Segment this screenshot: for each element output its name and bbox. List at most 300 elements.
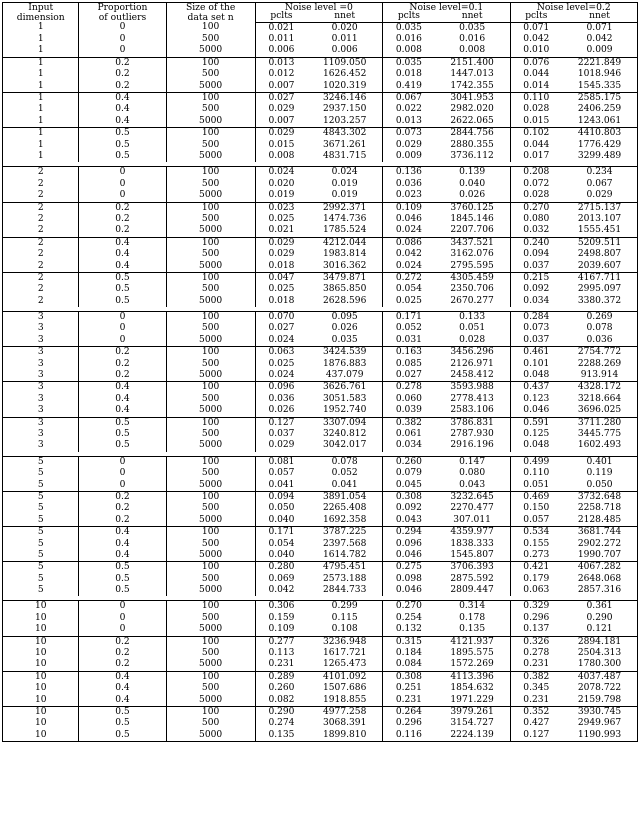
table-cell: 0.534: [510, 527, 562, 539]
header-proportion-line2: of outliers: [98, 11, 147, 23]
table-cell: 0.042: [523, 34, 550, 45]
table-cell: 5000: [166, 370, 255, 382]
table-cell: 0: [79, 601, 166, 613]
table-cell: 0.147: [435, 456, 510, 468]
table-row: [3, 636, 638, 648]
table-cell: 0.419: [395, 80, 422, 91]
table-cell: 0.051: [523, 479, 550, 490]
table-cell: 3041.953: [435, 92, 510, 104]
table-cell: 0.035: [395, 22, 422, 33]
table-cell: 4121.937: [435, 636, 510, 648]
table-cell: 5000: [166, 296, 255, 307]
table-cell: 1895.575: [435, 648, 510, 659]
table-cell: 4167.711: [562, 272, 637, 284]
table-cell: 0.382: [510, 671, 562, 683]
table-row: [3, 468, 638, 479]
table-cell: 100: [166, 128, 255, 140]
table-cell: 1990.707: [577, 549, 622, 560]
table-cell: 2: [3, 296, 79, 307]
table-cell: 5: [3, 479, 79, 491]
table-row: [3, 225, 638, 237]
table-row: [3, 613, 638, 624]
table-cell: 1: [3, 128, 79, 140]
table-row: [3, 151, 638, 162]
table-row: [3, 260, 638, 272]
table-cell: 2795.595: [435, 260, 510, 272]
table-cell: 4101.092: [307, 671, 382, 683]
table-cell: 3437.521: [435, 237, 510, 249]
table-cell: 0.264: [383, 706, 435, 718]
table-cell: 1: [3, 140, 79, 151]
table-cell: 0: [79, 312, 166, 324]
table-cell: 0.040: [268, 514, 295, 525]
table-cell: 3232.645: [435, 491, 510, 503]
table-row: [3, 515, 638, 527]
table-row: [3, 284, 638, 295]
table-cell: 0.016: [435, 34, 510, 45]
table-cell: 1: [3, 57, 79, 69]
table-cell: 0.036: [268, 393, 295, 404]
table-cell: 0.024: [255, 167, 307, 179]
table-cell: 0.296: [395, 718, 422, 729]
header-proportion: [79, 3, 166, 23]
table-cell: 2857.316: [577, 585, 622, 596]
table-cell: 0.461: [510, 347, 562, 359]
table-cell: 0.037: [523, 334, 550, 345]
table-cell: 0.078: [586, 323, 613, 334]
header-pclts-0: pclts: [255, 12, 307, 22]
table-cell: 1243.061: [577, 115, 622, 126]
table-cell: 0.035: [307, 335, 382, 347]
table-cell: 0.421: [510, 562, 562, 574]
table-cell: 0.275: [383, 562, 435, 574]
table-cell: 2270.477: [435, 503, 510, 514]
table-cell: 0.5: [79, 440, 166, 451]
table-cell: 500: [166, 574, 255, 585]
table-cell: 100: [166, 202, 255, 214]
table-cell: 0.137: [523, 624, 550, 635]
table-cell: 2126.971: [435, 359, 510, 370]
table-row: [3, 456, 638, 468]
table-cell: 0.109: [383, 202, 435, 214]
header-noise-02: Noise level=0.2: [536, 2, 611, 13]
header-pclts-02: pclts: [510, 12, 562, 22]
table-cell: 3979.261: [435, 706, 510, 718]
table-cell: 1020.319: [307, 81, 382, 93]
table-row: [3, 323, 638, 334]
table-cell: 0.054: [268, 538, 295, 549]
table-cell: 0.029: [255, 128, 307, 140]
table-cell: 100: [166, 456, 255, 468]
table-cell: 2875.592: [435, 574, 510, 585]
table-row: [3, 272, 638, 284]
table-cell: 0.184: [395, 648, 422, 659]
table-cell: 0.2: [79, 648, 166, 659]
table-cell: 0.277: [255, 636, 307, 648]
table-cell: 5000: [166, 550, 255, 562]
table-cell: 0.5: [79, 151, 166, 162]
table-cell: 0.278: [523, 648, 550, 659]
table-cell: 0.110: [510, 92, 562, 104]
table-cell: 0.4: [79, 695, 166, 707]
table-cell: 0.345: [523, 683, 550, 694]
table-cell: 0.014: [523, 80, 550, 91]
table-cell: 0.051: [435, 323, 510, 334]
table-cell: 1983.814: [307, 249, 382, 260]
table-cell: 0.315: [383, 636, 435, 648]
table-cell: 0.260: [268, 683, 295, 694]
table-cell: 5: [3, 538, 79, 549]
header-size: [166, 3, 255, 23]
table-cell: 1776.429: [577, 139, 622, 150]
table-cell: 1: [3, 81, 79, 93]
table-cell: 0.069: [268, 573, 295, 584]
table-cell: 5000: [166, 479, 255, 491]
table-cell: 3: [3, 405, 79, 417]
table-row: [3, 730, 638, 742]
table-cell: 0.043: [395, 514, 422, 525]
table-cell: 1838.333: [435, 538, 510, 549]
table-cell: 2128.485: [577, 514, 622, 525]
table-cell: 0.027: [395, 370, 422, 381]
table-cell: 5000: [166, 730, 255, 742]
table-cell: 1: [3, 151, 79, 162]
table-cell: 1602.493: [577, 440, 622, 451]
table-cell: 0.382: [383, 417, 435, 429]
table-cell: 0.4: [79, 249, 166, 260]
table-cell: 1: [3, 69, 79, 80]
table-cell: 1785.524: [307, 225, 382, 237]
table-cell: 500: [166, 69, 255, 80]
table-cell: 0.082: [268, 694, 295, 705]
table-cell: 2754.772: [562, 347, 637, 359]
table-cell: 0.308: [383, 671, 435, 683]
table-cell: 0.2: [79, 225, 166, 237]
table-cell: 0.052: [395, 323, 422, 334]
table-cell: 4843.302: [307, 128, 382, 140]
table-cell: 0.041: [307, 479, 382, 491]
table-cell: 0.098: [395, 573, 422, 584]
table-cell: 500: [166, 468, 255, 479]
table-cell: 0.060: [395, 393, 422, 404]
table-cell: 4359.977: [435, 527, 510, 539]
table-row: [3, 648, 638, 659]
table-row: [3, 57, 638, 69]
table-cell: 500: [166, 648, 255, 659]
table-row: [3, 382, 638, 394]
table-cell: 0.018: [268, 260, 295, 271]
table-cell: 0.046: [395, 213, 422, 224]
table-cell: 3786.831: [435, 417, 510, 429]
table-cell: 1: [3, 34, 79, 45]
table-cell: 0.036: [586, 334, 613, 345]
table-cell: 4977.258: [307, 706, 382, 718]
table-cell: 2622.065: [435, 116, 510, 128]
table-cell: 500: [166, 683, 255, 694]
table-cell: 1: [3, 116, 79, 128]
table-cell: 0.084: [395, 659, 422, 670]
table-cell: 100: [166, 601, 255, 613]
table-cell: 0.011: [307, 34, 382, 45]
table-cell: 4037.487: [562, 671, 637, 683]
table-cell: 500: [166, 718, 255, 729]
table-cell: 0.017: [523, 151, 550, 161]
table-cell: 0.171: [255, 527, 307, 539]
table-row: [3, 140, 638, 151]
table-cell: 3218.664: [577, 393, 622, 404]
table-cell: 5: [3, 574, 79, 585]
table-cell: 500: [166, 34, 255, 45]
table-cell: 5000: [166, 225, 255, 237]
table-row: [3, 45, 638, 57]
table-cell: 0.4: [79, 550, 166, 562]
table-cell: 3: [3, 370, 79, 382]
header-nnet-0: nnet: [307, 12, 382, 22]
table-cell: 0.047: [255, 272, 307, 284]
table-row: [3, 370, 638, 382]
table-cell: 5209.511: [562, 237, 637, 249]
table-cell: 3706.393: [435, 562, 510, 574]
table-row: [3, 405, 638, 417]
table-cell: 100: [166, 562, 255, 574]
table-cell: 10: [3, 659, 79, 671]
table-cell: 0.499: [510, 456, 562, 468]
table-cell: 0.021: [268, 225, 295, 236]
table-cell: 0.013: [395, 115, 422, 126]
table-cell: 5: [3, 527, 79, 539]
table-cell: 3236.948: [307, 636, 382, 648]
table-cell: 0.119: [586, 468, 613, 479]
table-cell: 0.4: [79, 538, 166, 549]
table-cell: 3: [3, 312, 79, 324]
table-cell: 10: [3, 636, 79, 648]
table-row: [3, 335, 638, 347]
table-cell: 0.076: [510, 57, 562, 69]
table-row: [3, 574, 638, 585]
table-row: [3, 659, 638, 671]
table-cell: 3479.871: [307, 272, 382, 284]
table-cell: 3162.076: [435, 249, 510, 260]
table-cell: 500: [166, 613, 255, 624]
table-row: [3, 394, 638, 405]
table-cell: 0.028: [523, 104, 550, 115]
table-cell: 0.591: [510, 417, 562, 429]
table-cell: 0.024: [395, 225, 422, 236]
table-cell: 5: [3, 491, 79, 503]
table-cell: 2894.181: [562, 636, 637, 648]
table-row: [3, 190, 638, 202]
table-cell: 0.011: [268, 34, 295, 45]
table-cell: 100: [166, 636, 255, 648]
table-cell: 10: [3, 683, 79, 694]
table-row: [3, 585, 638, 596]
table-cell: 0.260: [383, 456, 435, 468]
table-cell: 2844.756: [435, 128, 510, 140]
table-cell: 3760.125: [435, 202, 510, 214]
table-cell: 3445.775: [577, 428, 622, 439]
table-cell: 5: [3, 562, 79, 574]
table-cell: 2585.175: [562, 92, 637, 104]
table-cell: 4067.282: [562, 562, 637, 574]
table-cell: 0: [79, 22, 166, 34]
table-cell: 0.109: [268, 624, 295, 635]
table-cell: 100: [166, 527, 255, 539]
table-cell: 0.029: [255, 237, 307, 249]
table-cell: 0.073: [383, 128, 435, 140]
table-cell: 0.037: [268, 428, 295, 439]
table-row: [3, 440, 638, 451]
table-cell: 3: [3, 440, 79, 451]
table-cell: 0.050: [268, 503, 295, 514]
table-cell: 0.018: [268, 295, 295, 306]
table-cell: 500: [166, 503, 255, 514]
table-cell: 0.4: [79, 394, 166, 405]
table-cell: 1: [3, 45, 79, 57]
table-cell: 0.215: [510, 272, 562, 284]
table-cell: 2809.447: [435, 585, 510, 596]
table-cell: 0.046: [395, 549, 422, 560]
table-cell: 0.5: [79, 284, 166, 295]
table-cell: 0.290: [586, 612, 613, 623]
table-cell: 2628.596: [307, 296, 382, 307]
table-cell: 1507.686: [307, 683, 382, 694]
table-cell: 2949.967: [577, 718, 622, 729]
table-cell: 0.155: [523, 538, 550, 549]
table-cell: 0.071: [523, 22, 550, 33]
table-cell: 3711.280: [562, 417, 637, 429]
table-cell: 0.015: [523, 115, 550, 126]
table-cell: 0.009: [395, 151, 422, 161]
table-cell: 3681.744: [562, 527, 637, 539]
table-cell: 0.007: [268, 80, 295, 91]
table-row: [3, 562, 638, 574]
table-cell: 0.2: [79, 214, 166, 225]
table-cell: 0.094: [255, 491, 307, 503]
table-cell: 0.2: [79, 491, 166, 503]
table-cell: 0.008: [435, 45, 510, 57]
table-cell: 5: [3, 585, 79, 596]
table-cell: 0.163: [383, 347, 435, 359]
table-cell: 5000: [166, 116, 255, 128]
table-cell: 0.041: [268, 479, 295, 490]
table-cell: 0.116: [395, 729, 422, 740]
table-cell: 0.5: [79, 718, 166, 729]
table-cell: 0.139: [435, 167, 510, 179]
table-cell: 0.012: [268, 69, 295, 80]
table-row: [3, 179, 638, 190]
table-cell: 2350.706: [435, 284, 510, 295]
table-cell: 0.4: [79, 116, 166, 128]
table-cell: 0.008: [395, 45, 422, 56]
table-cell: 0.028: [523, 190, 550, 201]
table-row: [3, 347, 638, 359]
table-cell: 3732.648: [562, 491, 637, 503]
table-cell: 0.127: [523, 729, 550, 740]
table-cell: 0.294: [383, 527, 435, 539]
table-cell: 0.063: [523, 585, 550, 596]
table-cell: 0.4: [79, 104, 166, 115]
table-row: [3, 695, 638, 707]
table-cell: 0.5: [79, 585, 166, 596]
table-cell: 1555.451: [577, 225, 622, 236]
table-cell: 0.113: [268, 648, 295, 659]
table-cell: 0.031: [395, 334, 422, 345]
table-cell: 10: [3, 706, 79, 718]
table-cell: 3154.727: [435, 718, 510, 729]
table-cell: 0.273: [523, 549, 550, 560]
table-cell: 0.2: [79, 57, 166, 69]
table-cell: 100: [166, 312, 255, 324]
table-cell: 0.231: [395, 694, 422, 705]
table-cell: 0.039: [395, 405, 422, 416]
table-cell: 0.027: [255, 92, 307, 104]
table-cell: 3424.539: [307, 347, 382, 359]
table-cell: 0.5: [79, 562, 166, 574]
table-cell: 0.150: [523, 503, 550, 514]
table-row: [3, 22, 638, 34]
table-cell: 100: [166, 382, 255, 394]
table-cell: 0.208: [510, 167, 562, 179]
table-cell: 0: [79, 45, 166, 57]
table-cell: 0.023: [255, 202, 307, 214]
table-cell: 0: [79, 167, 166, 179]
table-cell: 10: [3, 671, 79, 683]
table-cell: 0.284: [510, 312, 562, 324]
table-cell: 0.029: [268, 104, 295, 115]
table-cell: 3: [3, 429, 79, 440]
table-cell: 0.101: [523, 358, 550, 369]
table-cell: 100: [166, 237, 255, 249]
table-cell: 2648.068: [577, 573, 622, 584]
header-input-dimension-line2: dimension: [16, 11, 65, 23]
table-cell: 3626.761: [307, 382, 382, 394]
table-cell: 3246.146: [307, 92, 382, 104]
table-cell: 0.314: [435, 601, 510, 613]
table-cell: 0.032: [523, 225, 550, 236]
table-cell: 5000: [166, 81, 255, 93]
table-cell: 0.4: [79, 382, 166, 394]
table-cell: 3299.489: [577, 151, 622, 161]
table-cell: 0.135: [435, 624, 510, 636]
table-row: [3, 718, 638, 729]
table-cell: 5: [3, 456, 79, 468]
table-cell: 2: [3, 237, 79, 249]
table-cell: 4795.451: [307, 562, 382, 574]
table-cell: 1109.050: [307, 57, 382, 69]
table-cell: 100: [166, 706, 255, 718]
table-cell: 0.092: [523, 284, 550, 295]
table-cell: 0.272: [383, 272, 435, 284]
table-cell: 0.026: [435, 190, 510, 202]
table-cell: 1545.335: [577, 80, 622, 91]
table-cell: 500: [166, 179, 255, 190]
table-cell: 2458.412: [435, 370, 510, 382]
table-cell: 3891.054: [307, 491, 382, 503]
table-cell: 0.289: [255, 671, 307, 683]
table-cell: 0.2: [79, 81, 166, 93]
table-cell: 0: [79, 323, 166, 334]
table-cell: 0.2: [79, 659, 166, 671]
table-cell: 1952.740: [307, 405, 382, 417]
table-cell: 0.5: [79, 272, 166, 284]
table-cell: 0.125: [523, 428, 550, 439]
table-cell: 0.280: [255, 562, 307, 574]
table-cell: 0.251: [395, 683, 422, 694]
table-row: [3, 624, 638, 636]
table-cell: 0.029: [395, 139, 422, 150]
table-cell: 0.036: [395, 178, 422, 189]
table-cell: 0.028: [435, 335, 510, 347]
